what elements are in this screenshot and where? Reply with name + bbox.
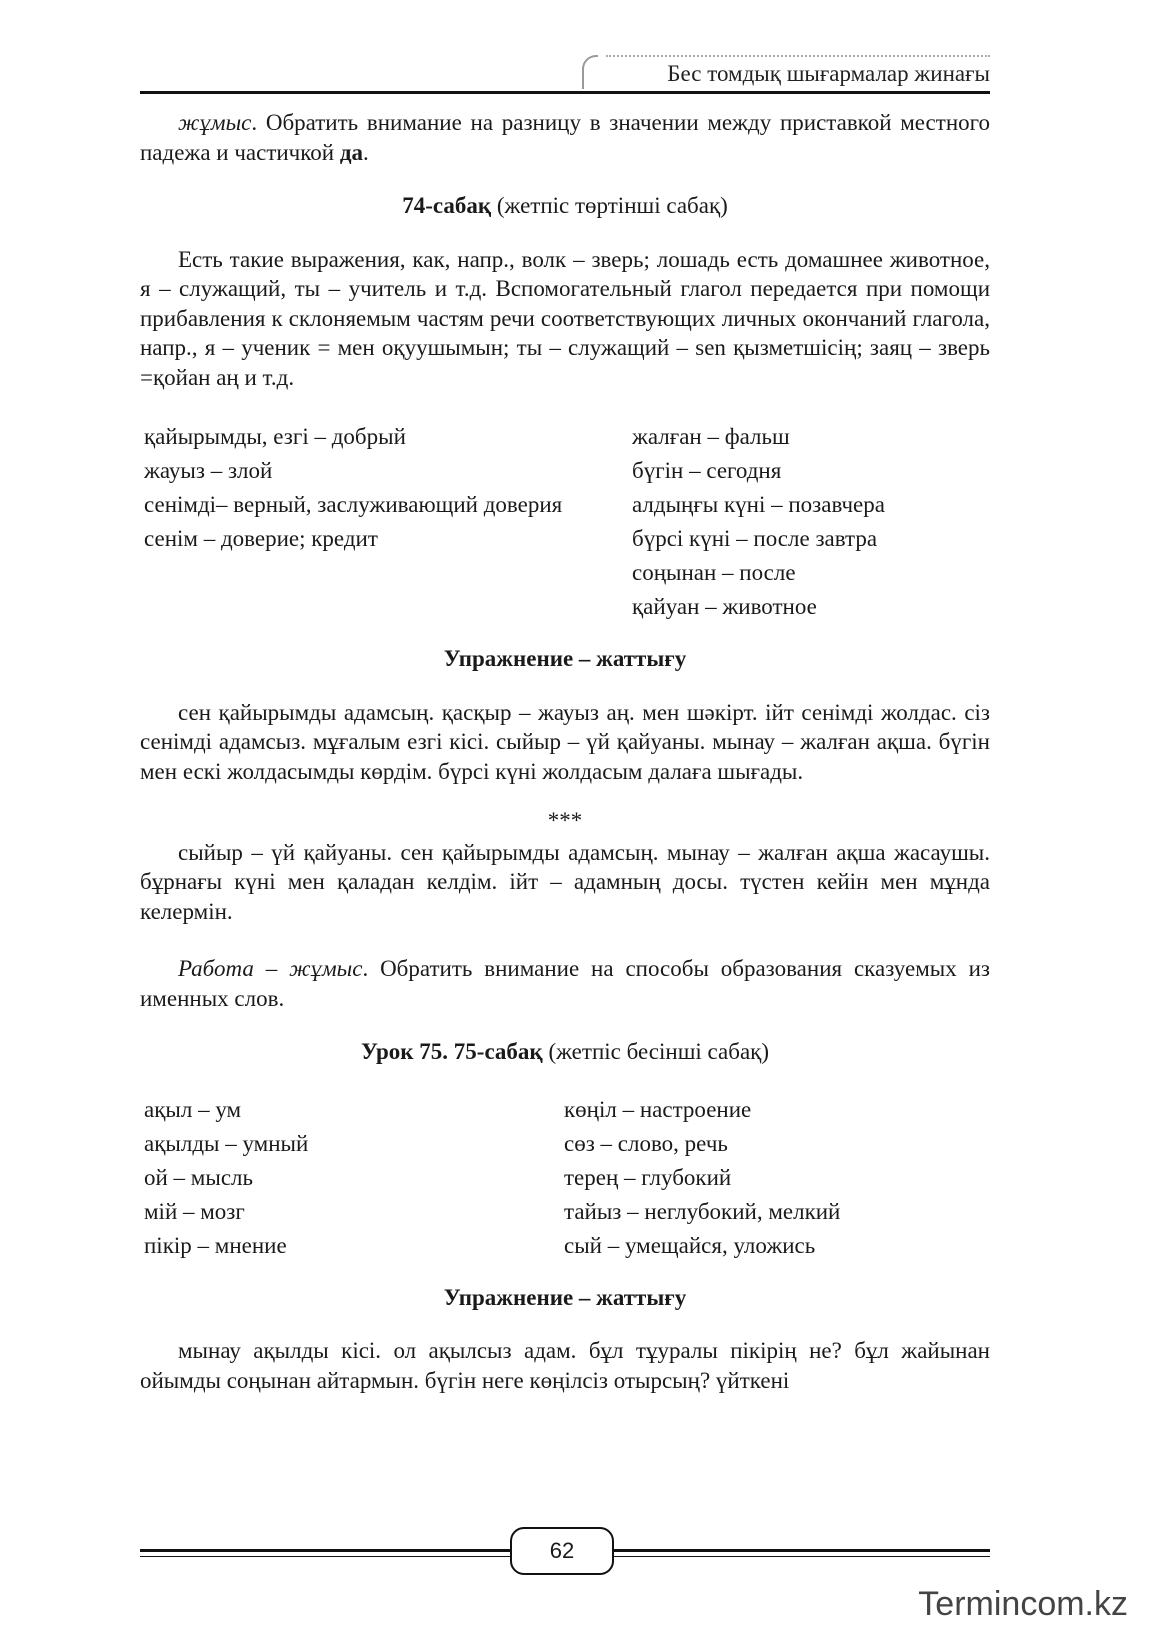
vocab-item: терең – глубокий bbox=[564, 1164, 732, 1190]
exercise-1-text: сен қайырымды адамсың. қасқыр – жауыз аң. мен шәкірт. ійт сенімді жолдас. сіз сенімді адамсыз. мұғалым езгі кісі. сыйыр – үй қайуаны. мынау – жалған ақша. бүгін мен ескі жолдасымды көрдім. бүрсі күні жолдасым далаға шығады. bbox=[140, 699, 990, 784]
lesson-75-heading bbox=[140, 1037, 990, 1067]
work-italic: Работа – жұмыс bbox=[178, 956, 363, 981]
vocab-right-column bbox=[632, 420, 885, 624]
vocab-item: мій – мозг bbox=[144, 1198, 245, 1224]
lesson-75-number: Урок 75. 75-сабақ bbox=[361, 1039, 543, 1064]
exercise-heading-text: Упражнение – жаттығу bbox=[443, 646, 687, 671]
vocab-item: ақыл – ум bbox=[144, 1096, 242, 1122]
header-dotted-rule bbox=[606, 55, 990, 57]
vocab-item: көңіл – настроение bbox=[564, 1096, 752, 1122]
lesson-75-subtitle: (жетпіс бесінші сабақ) bbox=[542, 1039, 769, 1064]
lesson-74-explanation: Есть такие выражения, как, напр., волк – зверь; лошадь есть домашнее животное, я – служащий, ты – учитель и т.д. Вспомогательный глагол передается при помощи прибавления к склоняемым частям речи соответствующих личных окончаний глагола, напр., я – ученик = мен оқуушымын; ты – служащий – sen қызметшісің; заяц – зверь =қойан аң и т.д. bbox=[140, 246, 990, 390]
vocab-item: сенім – доверие; кредит bbox=[144, 526, 378, 551]
exercise-heading bbox=[140, 1283, 990, 1313]
lesson-75-vocabulary bbox=[140, 1093, 990, 1263]
exercise-3-text: мынау ақылды кісі. ол ақылсыз адам. бұл тұуралы пікірің не? бұл жайынан ойымды соңынан айтармын. бүгін неге көңілсіз отырсың? үйткені bbox=[140, 1338, 990, 1393]
vocab-item: тайыз – неглубокий, мелкий bbox=[564, 1198, 841, 1224]
lesson-74-heading bbox=[140, 191, 990, 221]
intro-paragraph bbox=[140, 108, 990, 167]
vocab-item: қайуан – животное bbox=[632, 594, 817, 619]
book-title: Бес томдық шығармалар жинағы bbox=[667, 61, 990, 86]
vocab-item: жауыз – злой bbox=[144, 458, 273, 483]
page-body bbox=[140, 108, 990, 1395]
vocab-item: алдыңғы күні – позавчера bbox=[632, 492, 885, 517]
intro-text-end: . bbox=[362, 139, 369, 165]
running-header bbox=[140, 55, 990, 95]
header-rule bbox=[140, 91, 990, 94]
exercise-heading bbox=[140, 644, 990, 674]
lesson-74-number: 74-сабақ bbox=[402, 193, 492, 218]
intro-text: . Обратить внимание на разницу в значении между приставкой местного падежа и частичкой bbox=[140, 110, 990, 165]
header-ornament bbox=[582, 55, 598, 89]
work-paragraph bbox=[140, 954, 990, 1013]
work-text: . Обратить внимание на способы образования сказуемых из именных слов. bbox=[140, 956, 990, 1011]
vocab-item: сенімді– верный, заслуживающий доверия bbox=[144, 492, 563, 517]
vocab-item: қайырымды, езгі – добрый bbox=[144, 424, 406, 449]
vocab-item: пікір – мнение bbox=[144, 1232, 287, 1258]
vocab-item: сый – умещайся, уложись bbox=[564, 1232, 816, 1258]
vocab-item: ой – мысль bbox=[144, 1164, 253, 1190]
page-number: 62 bbox=[510, 1527, 614, 1575]
page-footer bbox=[140, 1525, 990, 1575]
lesson-74-vocabulary bbox=[140, 420, 990, 624]
intro-bold: да bbox=[339, 139, 363, 165]
vocab-item: жалған – фальш bbox=[632, 424, 790, 449]
exercise-2-text: сыйыр – үй қайуаны. сен қайырымды адамсың. мынау – жалған ақша жасаушы. бұрнағы күні мен қаладан келдім. ійт – адамның досы. түстен кейін мен мұнда келермін. bbox=[140, 839, 990, 924]
vocab-item: сөз – слово, речь bbox=[564, 1130, 728, 1156]
intro-italic: жұмыс bbox=[178, 110, 252, 135]
watermark-logo: Termincom.kz bbox=[918, 1585, 1128, 1623]
lesson-74-subtitle: (жетпіс төртінші сабақ) bbox=[491, 193, 728, 218]
vocab-item: соңынан – после bbox=[632, 560, 796, 585]
vocab-left-column bbox=[140, 420, 632, 624]
vocab-right-column bbox=[564, 1093, 840, 1263]
vocab-item: ақылды – умный bbox=[144, 1130, 309, 1156]
exercise-heading-text: Упражнение – жаттығу bbox=[443, 1284, 687, 1310]
vocab-left-column bbox=[140, 1093, 564, 1263]
vocab-item: бүгін – сегодня bbox=[632, 458, 782, 483]
vocab-item: бүрсі күні – после завтра bbox=[632, 526, 878, 551]
section-separator: *** bbox=[547, 808, 583, 833]
